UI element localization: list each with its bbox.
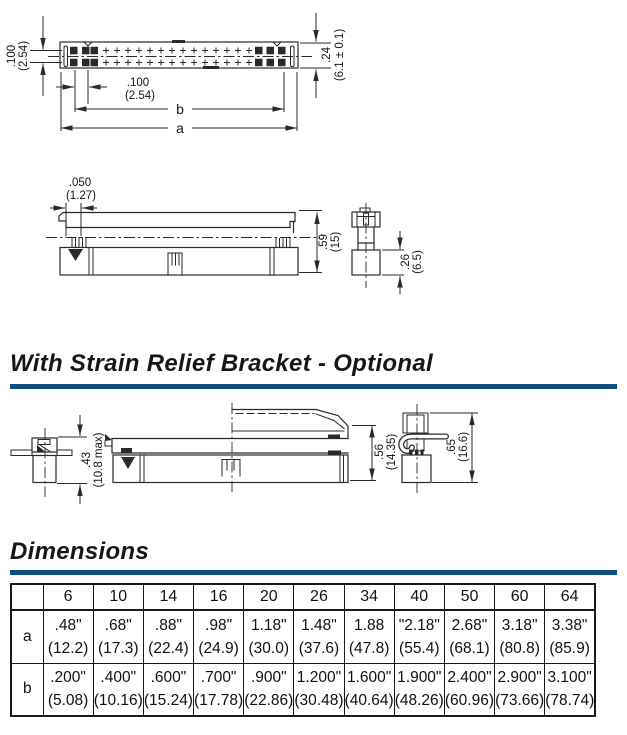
dimensions-heading: Dimensions — [10, 538, 150, 565]
table-cell — [545, 610, 595, 663]
col-header-40: 40 — [394, 584, 444, 610]
cell-mm-value: (85.9) — [549, 639, 590, 657]
cell-inch-value: .48" — [54, 616, 82, 634]
side-body — [60, 248, 298, 276]
col-header-64: 64 — [545, 584, 595, 610]
row-label-b: b — [11, 663, 43, 716]
top-center-tick — [172, 40, 185, 43]
row-label-a: a — [11, 610, 43, 663]
dim-tail-mm: (1.27) — [65, 190, 97, 202]
cell-mm-value: (22.4) — [148, 639, 189, 657]
dim-pitch-inch: .100 — [126, 77, 150, 89]
dimensions-table — [10, 583, 596, 717]
cell-mm-value: (12.2) — [47, 639, 89, 657]
cell-mm-value: (78.74) — [545, 692, 595, 710]
table-cell — [194, 610, 244, 663]
wire-clamp-right — [328, 451, 341, 456]
dimension-key-height — [382, 231, 424, 294]
table-cell — [93, 610, 143, 663]
cell-inch-value: 1.900" — [397, 669, 442, 686]
dim-clip-inch: .65 — [446, 439, 458, 455]
cell-mm-value: (22.86) — [244, 692, 294, 710]
cell-mm-value: (17.78) — [194, 692, 244, 710]
cell-mm-value: (60.96) — [444, 692, 495, 710]
polarizing-key-part — [352, 203, 380, 288]
cell-mm-value: (73.66) — [495, 692, 545, 710]
table-cell — [394, 663, 444, 716]
dim-tail-inch: .050 — [68, 177, 92, 189]
col-header-14: 14 — [143, 584, 193, 610]
cell-inch-value: 1.88 — [354, 616, 385, 634]
dimension-assembly-height — [350, 426, 398, 481]
dim-end-mm: (10.8 max) — [93, 432, 105, 488]
center-latch-slot — [222, 460, 240, 477]
table-cell — [43, 663, 93, 716]
dim-end-inch: .43 — [81, 452, 93, 468]
col-header-50: 50 — [444, 584, 494, 610]
col-header-6: 6 — [43, 584, 93, 610]
cell-mm-value: (55.4) — [399, 639, 440, 657]
strain-relief-heading-rule — [10, 384, 617, 389]
cell-mm-value: (68.1) — [449, 639, 490, 657]
strain-relief-heading: With Strain Relief Bracket - Optional — [10, 350, 433, 377]
dim-side-mm: (14.35) — [386, 433, 398, 471]
connector-side-view — [46, 177, 424, 294]
table-cell — [93, 663, 143, 716]
table-cell — [294, 610, 344, 663]
cell-mm-value: (17.3) — [98, 639, 139, 657]
table-header-row — [11, 584, 595, 610]
dim-height-inch: .59 — [318, 234, 330, 250]
cell-inch-value: 1.48" — [301, 616, 337, 634]
cover-plate — [59, 213, 295, 233]
dimension-contact-pitch — [56, 70, 155, 104]
cell-inch-value: 1.600" — [346, 669, 392, 686]
polarity-notch — [68, 249, 83, 261]
cell-mm-value: (48.26) — [394, 692, 444, 710]
dimension-body-width — [300, 13, 346, 98]
cell-inch-value: 1.200" — [296, 669, 342, 686]
cell-mm-value: (80.8) — [499, 639, 540, 657]
cell-inch-value: .68" — [104, 616, 132, 634]
dim-key-mm: (6.5) — [412, 250, 424, 274]
cell-inch-value: 1.18" — [250, 616, 287, 634]
table-cell — [545, 663, 595, 716]
dimension-b — [75, 72, 284, 117]
strain-relief-bracket — [232, 410, 348, 439]
dim-b-label: b — [176, 101, 184, 117]
table-cell — [444, 663, 494, 716]
strain-relief-drawings — [0, 398, 627, 528]
cell-inch-value: "2.18" — [398, 616, 440, 634]
cell-inch-value: .600" — [150, 669, 187, 686]
dim-width-inch: .24 — [321, 47, 333, 63]
col-header-60: 60 — [495, 584, 545, 610]
table-cell — [143, 610, 193, 663]
cell-inch-value: .98" — [205, 616, 233, 634]
cover-plate — [112, 439, 348, 454]
dim-key-inch: .26 — [400, 254, 412, 270]
cell-mm-value: (10.16) — [93, 692, 143, 710]
wire-clamp-left — [121, 448, 132, 453]
cell-mm-value: (47.8) — [348, 639, 390, 657]
col-header-16: 16 — [194, 584, 244, 610]
cell-inch-value: .700" — [200, 669, 237, 686]
dim-row-pitch-mm: (2.54) — [18, 40, 30, 72]
cell-mm-value: (30.0) — [248, 639, 290, 657]
table-cell — [394, 610, 444, 663]
table-cell — [294, 663, 344, 716]
dim-height-mm: (15) — [330, 231, 342, 253]
wire-clamp-right-top — [328, 435, 340, 440]
center-latch-slot — [168, 253, 182, 275]
end-view-with-clip — [401, 404, 446, 494]
left-slot — [64, 46, 68, 67]
dim-clip-mm: (16.6) — [458, 431, 470, 463]
cell-mm-value: (15.24) — [143, 692, 193, 710]
polarity-notch — [121, 457, 135, 469]
side-view-with-bracket — [105, 403, 348, 492]
cell-inch-value: 3.38" — [551, 616, 588, 634]
table-corner-cell — [11, 584, 43, 610]
cell-mm-value: (37.6) — [298, 639, 340, 657]
left-flange-wing — [11, 450, 32, 456]
end-view-with-flange — [11, 428, 72, 497]
dimension-side-height — [299, 211, 342, 273]
dimension-end-height — [57, 415, 105, 504]
cell-mm-value: (5.08) — [47, 692, 89, 710]
bottom-center-tick — [203, 66, 219, 69]
cell-inch-value: 2.400" — [447, 669, 492, 686]
cell-mm-value: (40.64) — [344, 692, 394, 710]
dim-row-pitch-inch: .100 — [6, 44, 18, 68]
col-header-34: 34 — [344, 584, 394, 610]
table-cell — [495, 610, 545, 663]
clip-teeth — [409, 450, 424, 455]
dimensions-table-container — [10, 583, 596, 717]
col-header-26: 26 — [294, 584, 344, 610]
cell-inch-value: .200" — [50, 669, 86, 686]
table-cell — [444, 610, 494, 663]
table-row-b — [11, 663, 595, 716]
table-cell — [43, 610, 93, 663]
dim-width-mm: (6.1 ± 0.1) — [334, 28, 346, 82]
connector-top-view — [6, 13, 346, 136]
cell-inch-value: 3.18" — [501, 616, 538, 634]
dim-pitch-mm: (2.54) — [124, 90, 156, 102]
right-contact-tails — [276, 238, 290, 248]
table-cell — [344, 663, 394, 716]
right-flange-wing — [57, 450, 72, 456]
cell-inch-value: .900" — [250, 669, 287, 686]
cell-inch-value: 2.68" — [451, 616, 488, 634]
table-cell — [244, 663, 294, 716]
left-contact-tails — [72, 237, 86, 248]
cell-inch-value: .400" — [100, 669, 137, 686]
table-cell — [495, 663, 545, 716]
dimension-row-pitch — [6, 16, 62, 96]
connector-drawings — [0, 0, 627, 330]
table-cell — [194, 663, 244, 716]
dim-side-inch: .56 — [374, 444, 386, 460]
dim-a-label: a — [176, 120, 184, 136]
table-cell — [244, 610, 294, 663]
cell-mm-value: (30.48) — [294, 692, 344, 710]
table-cell — [344, 610, 394, 663]
table-cell — [143, 663, 193, 716]
col-header-10: 10 — [93, 584, 143, 610]
cell-inch-value: 2.900" — [497, 669, 542, 686]
cell-mm-value: (24.9) — [198, 639, 239, 657]
col-header-20: 20 — [244, 584, 294, 610]
dimension-clip-height — [430, 413, 478, 483]
cell-inch-value: .88" — [154, 616, 182, 634]
dimensions-heading-rule — [10, 570, 617, 575]
cell-inch-value: 3.100" — [547, 669, 592, 686]
table-row-a — [11, 610, 595, 663]
